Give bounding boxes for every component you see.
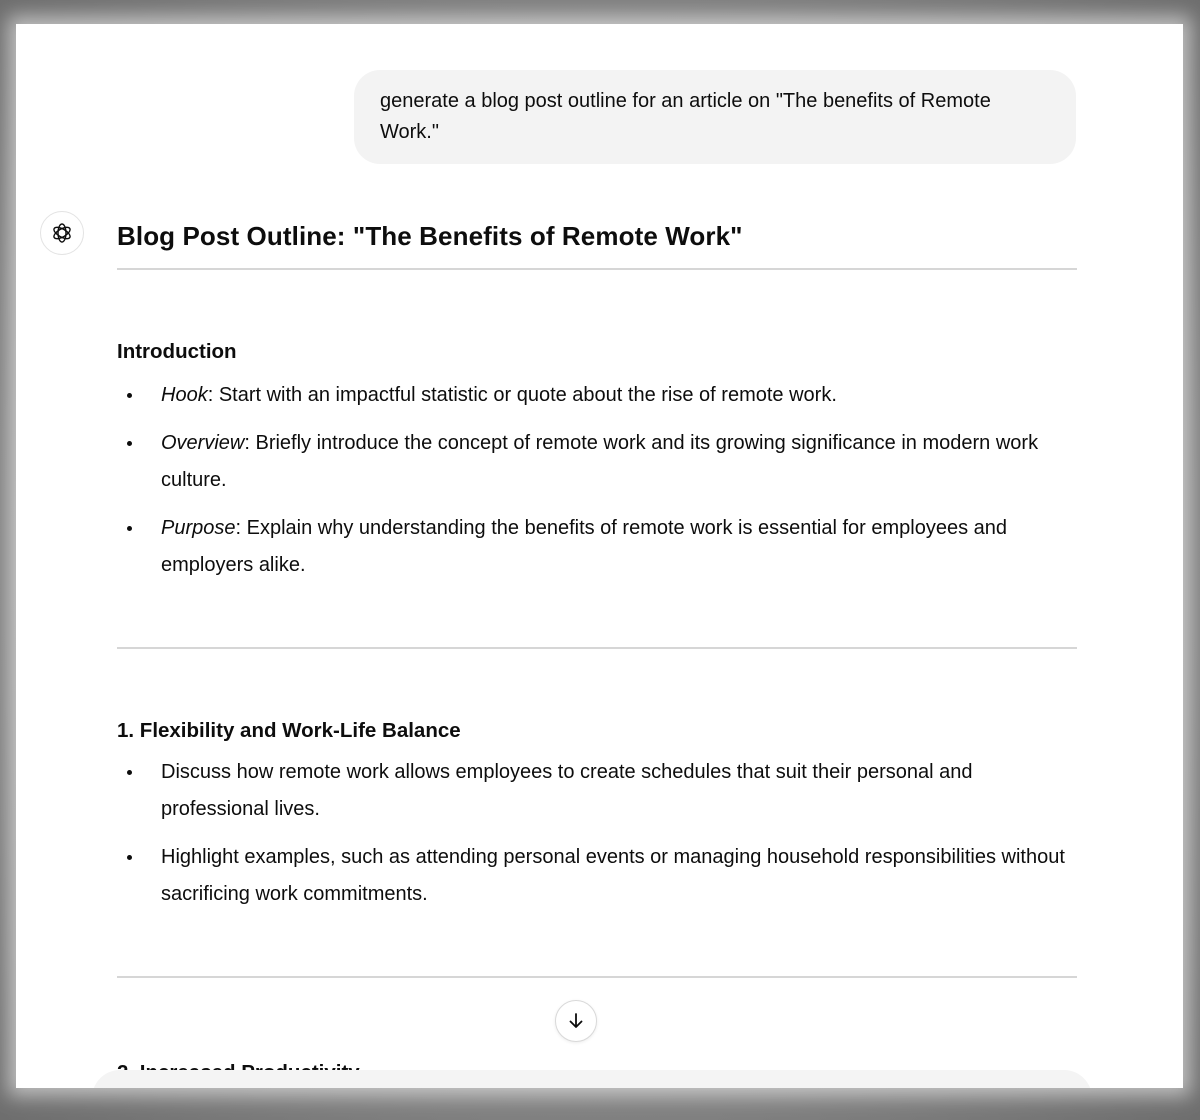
item-term: Purpose [161,517,236,539]
section-heading: 1. Flexibility and Work-Life Balance [117,719,461,742]
list-item: Highlight examples, such as attending personal events or managing household responsibilities without sacrificing work commitments. [117,839,1077,913]
response-title: Blog Post Outline: "The Benefits of Remote Work" [117,221,743,251]
user-message-bubble [354,70,1076,164]
message-composer[interactable] [92,1070,1092,1088]
list-item [117,510,1077,584]
item-term: Hook [161,384,208,406]
divider [117,268,1077,270]
assistant-avatar [40,211,84,255]
scroll-down-button[interactable] [555,1000,597,1042]
divider [117,976,1077,978]
arrow-down-icon [566,1011,586,1031]
item-text: : Explain why understanding the benefits of remote work is essential for employees and employers alike. [161,517,1008,576]
openai-logo-icon [50,221,74,245]
list-item [117,425,1077,499]
introduction-list [117,377,1077,584]
list-item: Discuss how remote work allows employees to create schedules that suit their personal and professional lives. [117,754,1077,828]
chat-window [16,24,1183,1088]
section-list [117,754,1077,913]
divider [117,647,1077,649]
item-text: : Start with an impactful statistic or quote about the rise of remote work. [207,384,837,406]
introduction-heading: Introduction [117,340,237,363]
item-term: Overview [161,432,245,454]
assistant-response [117,216,1077,978]
item-text: : Briefly introduce the concept of remote work and its growing significance in modern work culture. [161,432,1039,491]
list-item [117,377,1077,414]
user-message-text: generate a blog post outline for an article on "The benefits of Remote Work." [380,90,991,143]
